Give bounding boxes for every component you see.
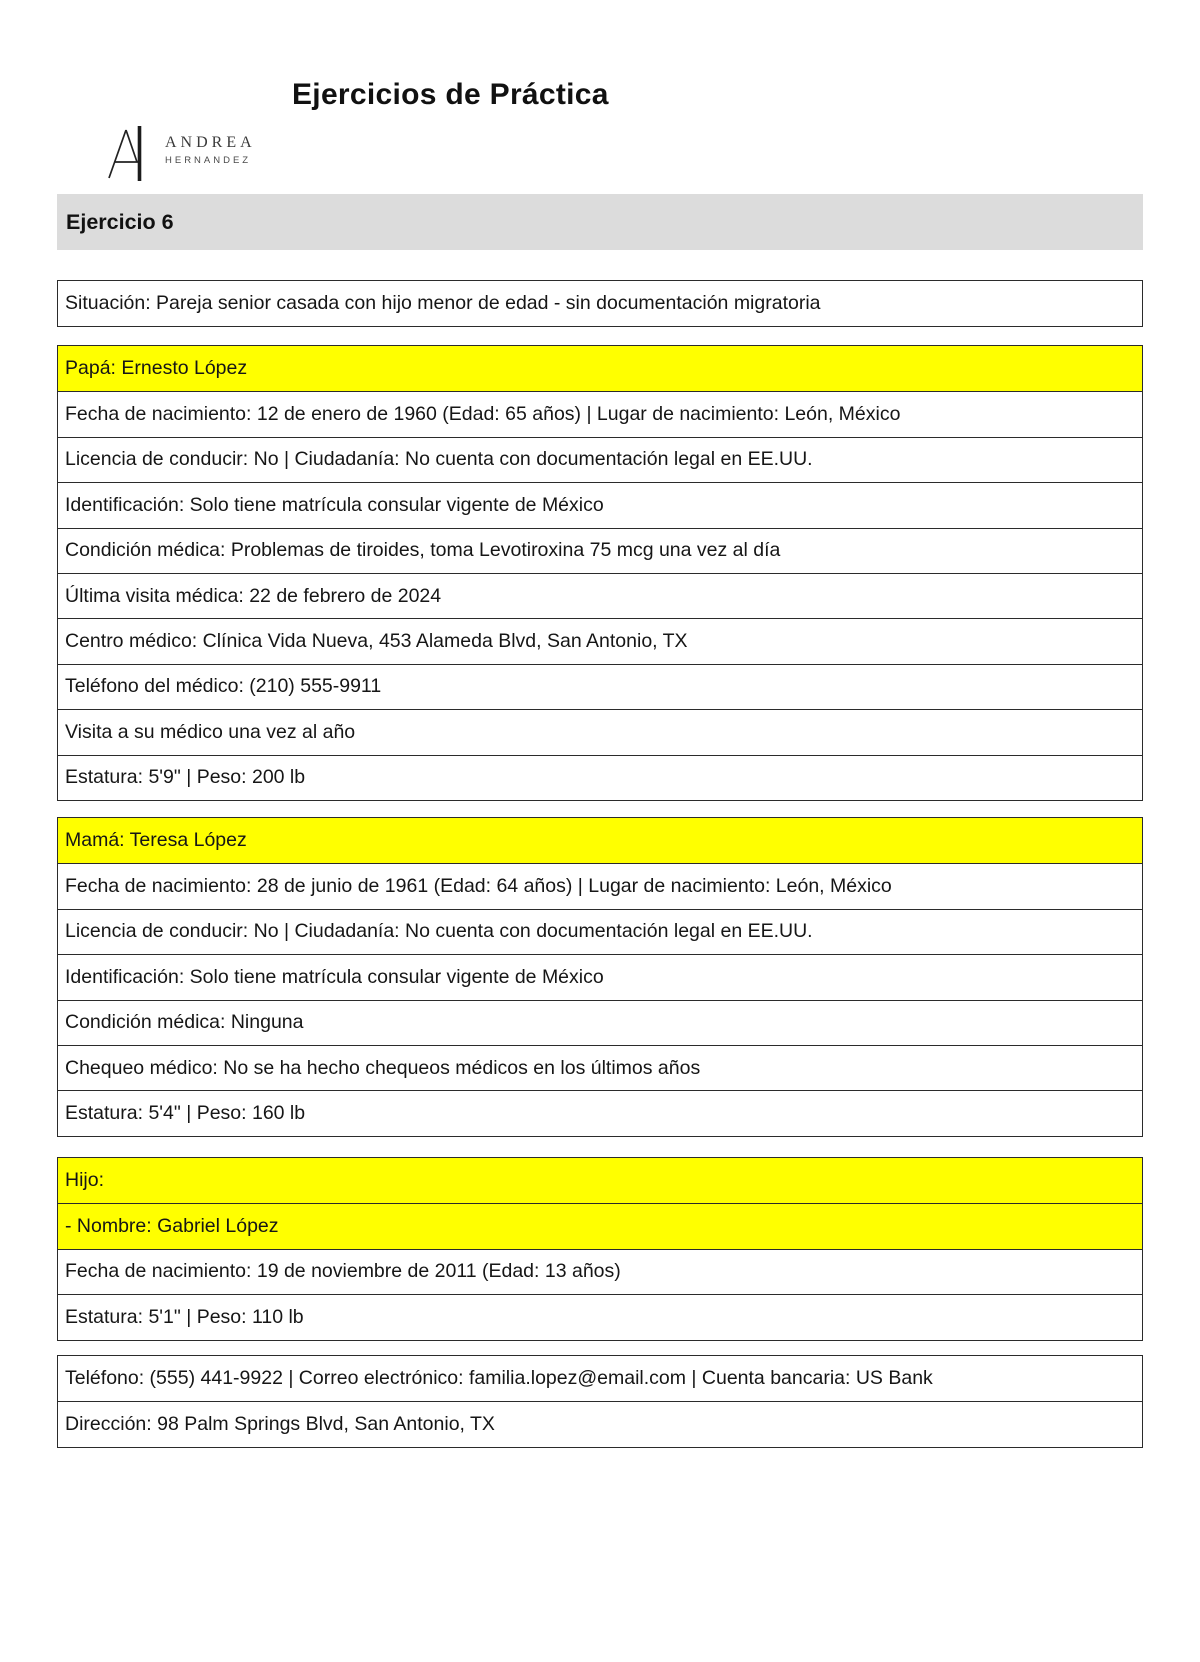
exercise-header-bar bbox=[57, 194, 1143, 250]
table-row bbox=[58, 1249, 1142, 1294]
table-row-text: Teléfono del médico: (210) 555-9911 bbox=[65, 675, 382, 698]
table-row-text: Estatura: 5'9" | Peso: 200 lb bbox=[65, 766, 306, 789]
table-row-text: - Nombre: Gabriel López bbox=[65, 1215, 279, 1238]
table-row bbox=[58, 437, 1142, 482]
table-row bbox=[58, 1401, 1142, 1446]
table-row bbox=[58, 1000, 1142, 1045]
table-row bbox=[58, 618, 1142, 663]
contacto-table bbox=[57, 1355, 1143, 1448]
page-title: Ejercicios de Práctica bbox=[292, 78, 609, 112]
table-row-text: Condición médica: Ninguna bbox=[65, 1011, 304, 1034]
papa-table bbox=[57, 345, 1143, 801]
table-row-text: Estatura: 5'1" | Peso: 110 lb bbox=[65, 1305, 304, 1328]
table-row-text: Licencia de conducir: No | Ciudadanía: No cuenta con documentación legal en EE.UU. bbox=[65, 448, 813, 471]
table-row-text: Fecha de nacimiento: 28 de junio de 1961 (Edad: 64 años) | Lugar de nacimiento: León, México bbox=[65, 875, 892, 898]
table-row-text: Hijo: bbox=[65, 1169, 105, 1192]
table-row-text: Fecha de nacimiento: 19 de noviembre de 2011 (Edad: 13 años) bbox=[65, 1260, 621, 1283]
table-row bbox=[58, 1294, 1142, 1339]
table-row-text: Teléfono: (555) 441-9922 | Correo electrónico: familia.lopez@email.com | Cuenta bancaria: US Bank bbox=[65, 1367, 933, 1390]
logo-surname: HERNANDEZ bbox=[165, 155, 252, 166]
table-row bbox=[58, 909, 1142, 954]
mama-table bbox=[57, 817, 1143, 1137]
table-row-text: Identificación: Solo tiene matrícula consular vigente de México bbox=[65, 965, 604, 988]
table-row bbox=[58, 863, 1142, 908]
table-row bbox=[58, 346, 1142, 391]
table-row-text: Chequeo médico: No se ha hecho chequeos médicos en los últimos años bbox=[65, 1056, 701, 1079]
table-row-text: Dirección: 98 Palm Springs Blvd, San Antonio, TX bbox=[65, 1413, 495, 1436]
table-row bbox=[58, 281, 1142, 326]
table-row bbox=[58, 664, 1142, 709]
table-row bbox=[58, 1203, 1142, 1248]
logo-text bbox=[165, 134, 256, 166]
table-row bbox=[58, 528, 1142, 573]
table-row-text: Estatura: 5'4" | Peso: 160 lb bbox=[65, 1102, 306, 1125]
table-row bbox=[58, 1090, 1142, 1135]
table-row-text: Última visita médica: 22 de febrero de 2024 bbox=[65, 584, 442, 607]
table-row bbox=[58, 755, 1142, 800]
table-row-text: Centro médico: Clínica Vida Nueva, 453 Alameda Blvd, San Antonio, TX bbox=[65, 630, 688, 653]
table-row bbox=[58, 1356, 1142, 1401]
table-row bbox=[58, 1045, 1142, 1090]
logo-name: ANDREA bbox=[165, 134, 256, 151]
situacion-table bbox=[57, 280, 1143, 327]
table-row-text: Visita a su médico una vez al año bbox=[65, 720, 356, 743]
table-row-text: Licencia de conducir: No | Ciudadanía: No cuenta con documentación legal en EE.UU. bbox=[65, 920, 813, 943]
table-row bbox=[58, 482, 1142, 527]
table-row bbox=[58, 709, 1142, 754]
table-row bbox=[58, 391, 1142, 436]
table-row bbox=[58, 573, 1142, 618]
logo-monogram-icon bbox=[106, 124, 152, 182]
exercise-header-label: Ejercicio 6 bbox=[66, 209, 174, 234]
hijo-table bbox=[57, 1157, 1143, 1341]
table-row bbox=[58, 818, 1142, 863]
table-row bbox=[58, 954, 1142, 999]
table-row-text: Mamá: Teresa López bbox=[65, 829, 247, 852]
table-row-text: Identificación: Solo tiene matrícula consular vigente de México bbox=[65, 493, 604, 516]
table-row-text: Fecha de nacimiento: 12 de enero de 1960 (Edad: 65 años) | Lugar de nacimiento: León, México bbox=[65, 403, 901, 426]
brand-logo bbox=[106, 124, 256, 182]
table-row-text: Condición médica: Problemas de tiroides, toma Levotiroxina 75 mcg una vez al día bbox=[65, 539, 781, 562]
table-row bbox=[58, 1158, 1142, 1203]
table-row-text: Papá: Ernesto López bbox=[65, 357, 248, 380]
table-row-text: Situación: Pareja senior casada con hijo menor de edad - sin documentación migratoria bbox=[65, 292, 821, 315]
